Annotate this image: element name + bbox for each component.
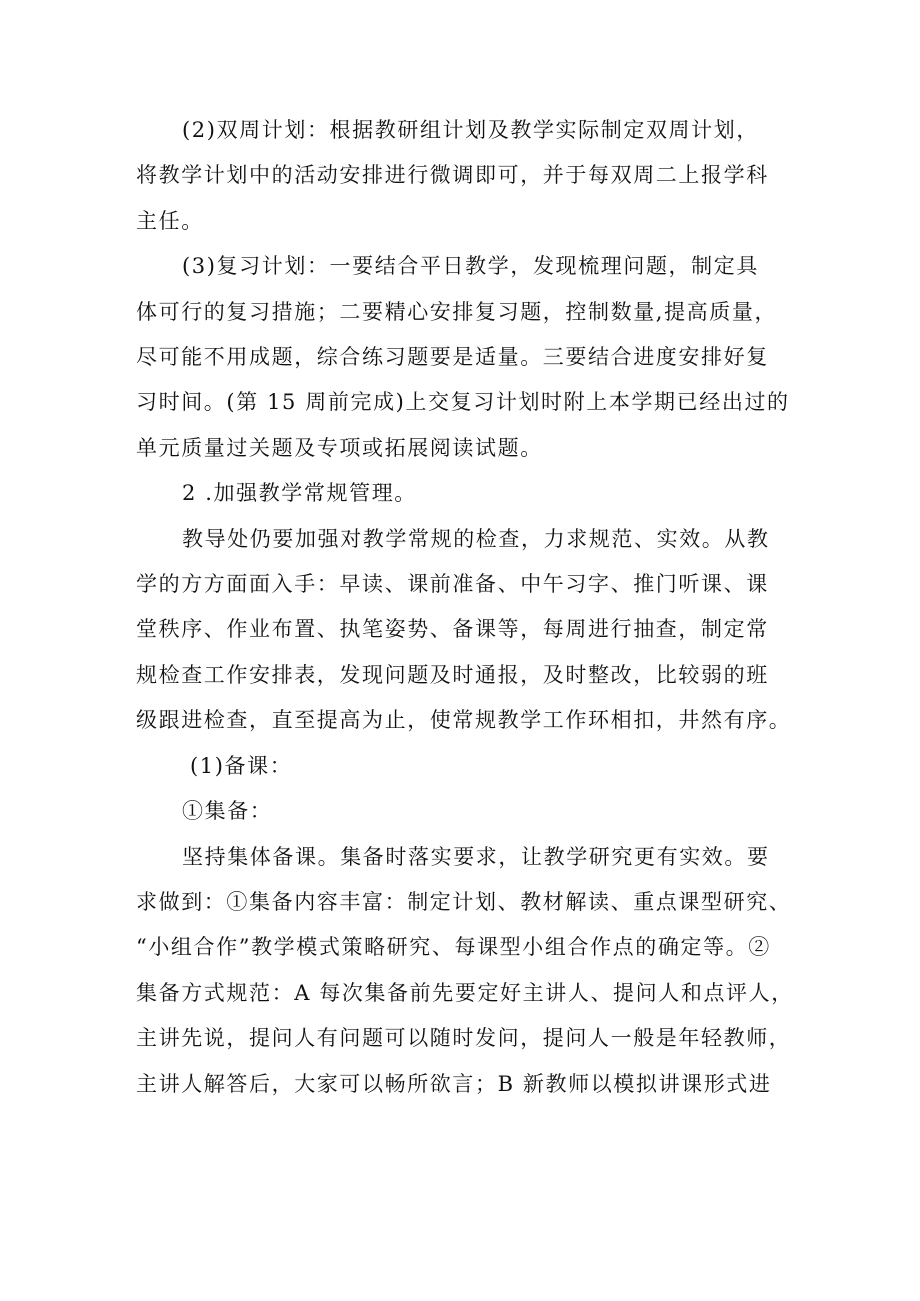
text-line: 2 .加强教学常规管理。: [182, 481, 417, 506]
subheading-collective-prep: [136, 789, 796, 834]
text-line: 堂秩序、作业布置、执笔姿势、备课等，每周进行抽查，制定常: [136, 617, 769, 642]
section-heading-routine-management: [136, 471, 796, 516]
text-line: 主讲人解答后，大家可以畅所欲言；B 新教师以模拟讲课形式进: [136, 1071, 772, 1096]
text-line: (2)双周计划：根据教研组计划及教学实际制定双周计划，: [182, 118, 759, 142]
subheading-lesson-prep: [136, 744, 796, 789]
document-page: [136, 108, 796, 1107]
text-line: 单元质量过关题及专项或拓展阅读试题。: [136, 435, 543, 460]
text-line: (1)备课：: [190, 753, 293, 778]
text-line: 集备方式规范：A 每次集备前先要定好主讲人、提问人和点评人，: [136, 980, 794, 1005]
text-line: 体可行的复习措施；二要精心安排复习题，控制数量,提高质量，: [136, 299, 778, 324]
text-line: 坚持集体备课。集备时落实要求，让教学研究更有实效。要: [182, 844, 770, 869]
text-line: 教导处仍要加强对教学常规的检查，力求规范、实效。从教: [182, 526, 770, 551]
text-line: 习时间。(第 15 周前完成)上交复习计划时附上本学期已经出过的: [136, 390, 790, 415]
text-line: 求做到：①集备内容丰富：制定计划、教材解读、重点课型研究、: [136, 889, 792, 914]
paragraph-collective-prep: [136, 835, 796, 1107]
text-line: “小组合作”教学模式策略研究、每课型小组合作点的确定等。②: [136, 935, 771, 960]
text-line: 主讲先说，提问人有问题可以随时发问，提问人一般是年轻教师，: [136, 1026, 792, 1051]
text-line: (3)复习计划：一要结合平日教学，发现梳理问题，制定具: [182, 254, 759, 279]
text-line: 主任。: [136, 208, 204, 233]
paragraph-biweekly-plan: [136, 108, 796, 244]
text-line: 规检查工作安排表，发现问题及时通报，及时整改，比较弱的班: [136, 662, 769, 687]
text-line: 学的方方面面入手：早读、课前准备、中午习字、推门听课、课: [136, 572, 769, 597]
text-line: 尽可能不用成题，综合练习题要是适量。三要结合进度安排好复: [136, 345, 769, 370]
paragraph-routine-inspection: [136, 517, 796, 744]
text-line: 级跟进检查，直至提高为止，使常规教学工作环相扣，井然有序。: [136, 708, 792, 733]
text-line: 将教学计划中的活动安排进行微调即可，并于每双周二上报学科: [136, 163, 769, 188]
text-line: ①集备：: [182, 799, 273, 824]
paragraph-review-plan: [136, 244, 796, 471]
